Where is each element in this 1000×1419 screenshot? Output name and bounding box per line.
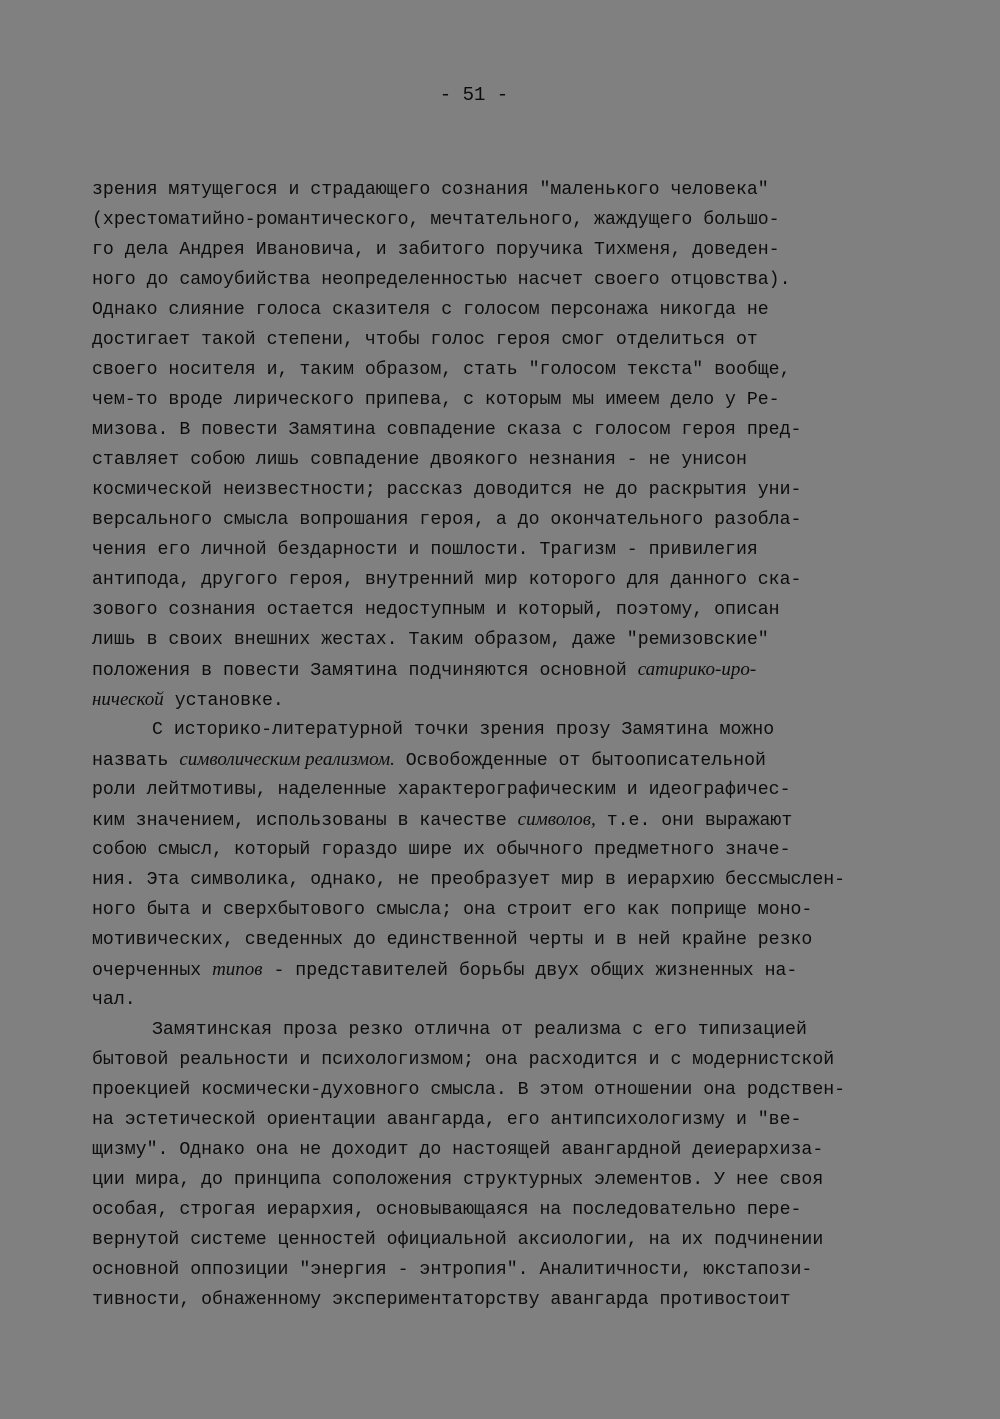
body-text xyxy=(92,175,922,1315)
text-segment: зрения мятущегося и страдающего сознания "маленького человека" xyxy=(92,180,769,200)
text-line xyxy=(92,415,922,445)
text-segment: проекцией космически-духовного смысла. В этом отношении она родствен- xyxy=(92,1080,846,1100)
text-segment: положения в повести Замятина подчиняются основной xyxy=(92,661,638,681)
text-line xyxy=(92,925,922,955)
text-segment: очерченных xyxy=(92,961,213,981)
text-segment: С историко-литературной точки зрения прозу Замятина можно xyxy=(152,720,775,740)
text-line xyxy=(92,595,922,625)
text-line xyxy=(92,835,922,865)
text-line xyxy=(92,745,922,775)
text-line xyxy=(92,715,922,745)
text-segment: версального смысла вопрошания героя, а до окончательного разобла- xyxy=(92,510,802,530)
text-segment: ния. Эта символика, однако, не преобразует мир в иерархию бессмыслен- xyxy=(92,870,846,890)
text-line xyxy=(92,1285,922,1315)
text-segment: основной оппозиции "энергия - энтропия". Аналитичности, юкстапози- xyxy=(92,1260,813,1280)
text-segment: щизму". Однако она не доходит до настоящей авангардной деиерархиза- xyxy=(92,1140,824,1160)
text-line xyxy=(92,1075,922,1105)
text-segment: (хрестоматийно-романтического, мечтательного, жаждущего большо- xyxy=(92,210,780,230)
italic-segment: символов, xyxy=(517,809,596,830)
text-segment: зового сознания остается недоступным и который, поэтому, описан xyxy=(92,600,780,620)
text-segment: лишь в своих внешних жестах. Таким образом, даже "ремизовские" xyxy=(92,630,769,650)
text-segment: Однако слияние голоса сказителя с голосом персонажа никогда не xyxy=(92,300,769,320)
text-line xyxy=(92,205,922,235)
text-segment: установке. xyxy=(163,691,284,711)
text-line xyxy=(92,1165,922,1195)
text-segment: Замятинская проза резко отлична от реализма с его типизацией xyxy=(152,1020,807,1040)
text-line xyxy=(92,535,922,565)
text-line xyxy=(92,895,922,925)
text-line xyxy=(92,865,922,895)
text-segment: мизова. В повести Замятина совпадение сказа с голосом героя пред- xyxy=(92,420,802,440)
text-segment: собою смысл, который гораздо шире их обычного предметного значе- xyxy=(92,840,791,860)
text-line xyxy=(92,325,922,355)
text-segment: т.е. они выражают xyxy=(595,811,793,831)
text-segment: чения его личной бездарности и пошлости. Трагизм - привилегия xyxy=(92,540,758,560)
italic-segment: сатирико-иро- xyxy=(637,659,757,680)
italic-segment: символическим реализмом. xyxy=(179,749,395,770)
text-line xyxy=(92,1255,922,1285)
text-segment: ции мира, до принципа соположения структурных элементов. У нее своя xyxy=(92,1170,824,1190)
text-line xyxy=(92,1225,922,1255)
text-line xyxy=(92,625,922,655)
text-line xyxy=(92,1135,922,1165)
text-segment: бытовой реальности и психологизмом; она расходится и с модернистской xyxy=(92,1050,835,1070)
text-segment: космической неизвестности; рассказ доводится не до раскрытия уни- xyxy=(92,480,802,500)
text-segment: Освобожденные от бытоописательной xyxy=(394,751,766,771)
text-line xyxy=(92,565,922,595)
text-segment: ставляет собою лишь совпадение двоякого незнания - не унисон xyxy=(92,450,747,470)
text-segment: чем-то вроде лирического припева, с которым мы имеем дело у Ре- xyxy=(92,390,780,410)
text-segment: ким значением, использованы в качестве xyxy=(92,811,518,831)
text-segment: тивности, обнаженному экспериментаторству авангарда противостоит xyxy=(92,1290,791,1310)
text-segment: достигает такой степени, чтобы голос героя смог отделиться от xyxy=(92,330,758,350)
text-line xyxy=(92,775,922,805)
text-segment: ного быта и сверхбытового смысла; она строит его как поприще моно- xyxy=(92,900,813,920)
text-line xyxy=(92,1105,922,1135)
text-line xyxy=(92,385,922,415)
text-segment: своего носителя и, таким образом, стать "голосом текста" вообще, xyxy=(92,360,791,380)
text-line xyxy=(92,655,922,685)
text-line xyxy=(92,175,922,205)
text-segment: роли лейтмотивы, наделенные характерографическим и идеографичес- xyxy=(92,780,791,800)
text-line xyxy=(92,445,922,475)
text-segment: мотивических, сведенных до единственной черты и в ней крайне резко xyxy=(92,930,813,950)
text-line xyxy=(92,355,922,385)
text-line xyxy=(92,805,922,835)
italic-segment: типов xyxy=(212,959,263,980)
text-line xyxy=(92,985,922,1015)
text-line xyxy=(92,1015,922,1045)
text-line xyxy=(92,235,922,265)
text-line xyxy=(92,505,922,535)
italic-segment: нической xyxy=(92,689,164,710)
text-segment: антипода, другого героя, внутренний мир которого для данного ска- xyxy=(92,570,802,590)
text-line xyxy=(92,265,922,295)
text-line xyxy=(92,475,922,505)
text-segment: го дела Андрея Ивановича, и забитого поручика Тихменя, доведен- xyxy=(92,240,780,260)
text-line xyxy=(92,685,922,715)
text-segment: вернутой системе ценностей официальной аксиологии, на их подчинении xyxy=(92,1230,824,1250)
text-segment: - представителей борьбы двух общих жизненных на- xyxy=(262,961,798,981)
text-line xyxy=(92,295,922,325)
text-segment: назвать xyxy=(92,751,180,771)
text-line xyxy=(92,1045,922,1075)
page-number: - 51 - xyxy=(439,84,509,106)
text-segment: ного до самоубийства неопределенностью насчет своего отцовства). xyxy=(92,270,791,290)
text-line xyxy=(92,1195,922,1225)
text-segment: особая, строгая иерархия, основывающаяся на последовательно пере- xyxy=(92,1200,802,1220)
text-line xyxy=(92,955,922,985)
text-segment: на эстетической ориентации авангарда, его антипсихологизму и "ве- xyxy=(92,1110,802,1130)
text-segment: чал. xyxy=(92,990,136,1010)
